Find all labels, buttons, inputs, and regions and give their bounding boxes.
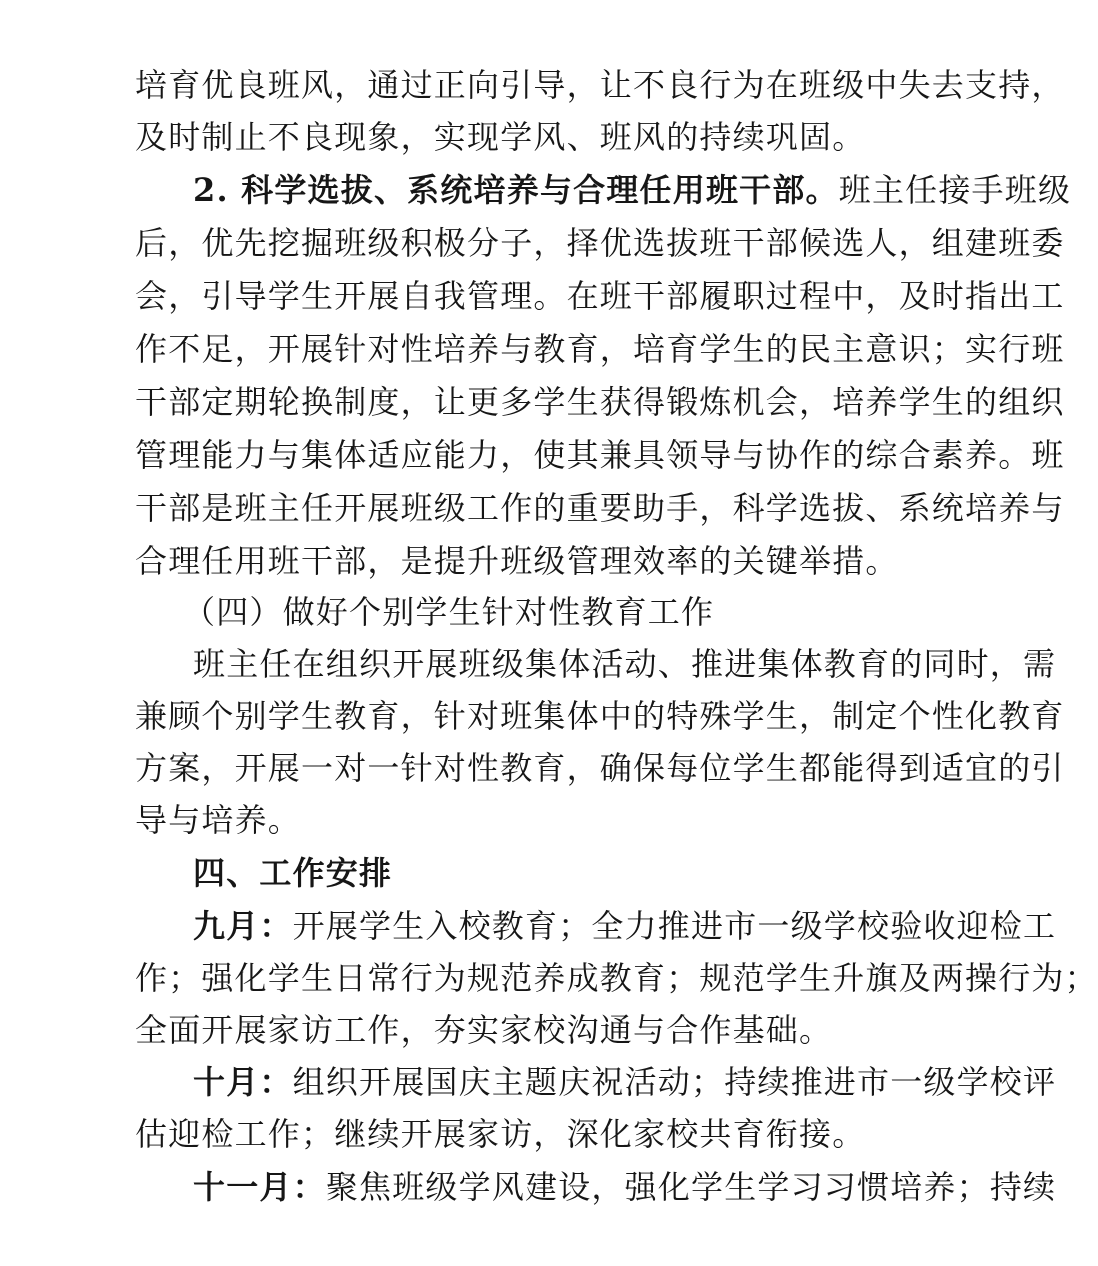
text-line: 管理能力与集体适应能力，使其兼具领导与协作的综合素养。班 [135,436,1065,474]
month-label: 十月： [193,1063,293,1101]
numbered-subheading: 2. 科学选拔、系统培养与合理任用班干部。 [193,171,839,209]
text-span: 聚焦班级学风建设，强化学生学习习惯培养；持续 [325,1168,1057,1206]
text-line: 全面开展家访工作，夯实家校沟通与合作基础。 [135,1011,833,1049]
text-line: 及时制止不良现象，实现学风、班风的持续巩固。 [135,118,866,156]
text-line: 方案，开展一对一针对性教育，确保每位学生都能得到适宜的引 [135,749,1065,787]
text-line: 干部是班主任开展班级工作的重要助手，科学选拔、系统培养与 [135,489,1065,527]
paragraph-heading-line [135,164,1072,216]
text-line: 干部定期轮换制度，让更多学生获得锻炼机会，培养学生的组织 [135,383,1065,421]
text-line: 班主任在组织开展班级集体活动、推进集体教育的同时，需 [193,645,1057,683]
text-line: 作；强化学生日常行为规范养成教育；规范学生升旗及两操行为； [135,959,1098,997]
chapter-heading: 四、工作安排 [193,854,393,892]
text-span: 组织开展国庆主题庆祝活动；持续推进市一级学校评 [292,1063,1057,1101]
text-line: 后，优先挖掘班级积极分子，择优选拔班干部候选人，组建班委 [135,224,1065,262]
text-line: 作不足，开展针对性培养与教育，培育学生的民主意识；实行班 [135,330,1065,368]
text-line: 合理任用班干部，是提升班级管理效率的关键举措。 [135,542,899,580]
text-span: 开展学生入校教育；全力推进市一级学校验收迎检工 [292,907,1057,945]
month-line [135,900,1057,952]
text-span: 班主任接手班级 [838,171,1072,209]
text-line: 估迎检工作；继续开展家访，深化家校共育衔接。 [135,1115,866,1153]
section-heading: （四）做好个别学生针对性教育工作 [183,593,715,631]
text-line: 会，引导学生开展自我管理。在班干部履职过程中，及时指出工 [135,277,1065,315]
text-line: 兼顾个别学生教育，针对班集体中的特殊学生，制定个性化教育 [135,697,1065,735]
month-line [135,1161,1057,1213]
text-line: 导与培养。 [135,801,302,839]
month-label: 十一月： [193,1168,326,1206]
month-line [135,1056,1057,1108]
month-label: 九月： [193,907,293,945]
text-line: 培育优良班风，通过正向引导，让不良行为在班级中失去支持， [135,66,1065,104]
